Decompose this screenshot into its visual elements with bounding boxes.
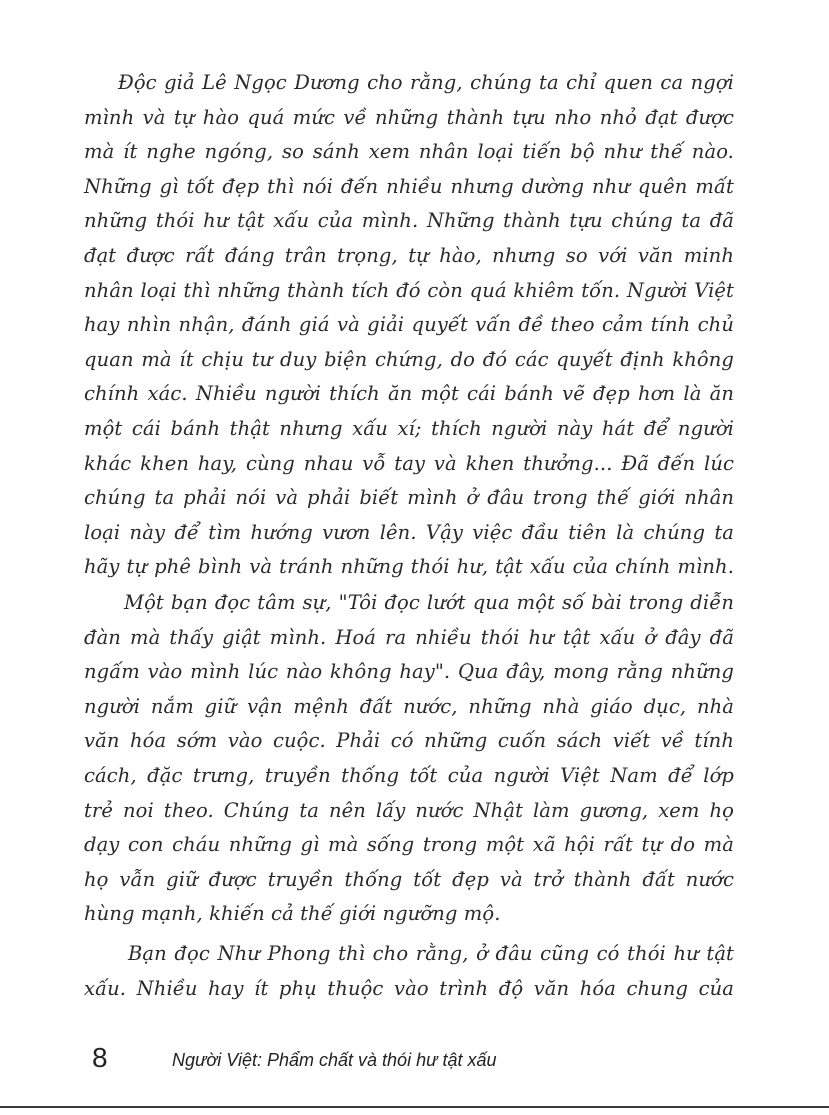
text-line: đạt được rất đáng trân trọng, tự hào, nhưng so với văn minh: [84, 243, 734, 267]
text-line: người nắm giữ vận mệnh đất nước, những nhà giáo dục, nhà: [84, 694, 734, 718]
text-line: trẻ noi theo. Chúng ta nên lấy nước Nhật làm gương, xem họ: [84, 798, 734, 822]
text-line: xấu. Nhiều hay ít phụ thuộc vào trình độ văn hóa chung của: [84, 976, 734, 1000]
text-line: Một bạn đọc tâm sự, "Tôi đọc lướt qua một số bài trong diễn: [124, 591, 734, 614]
text-line: quan mà ít chịu tư duy biện chứng, do đó các quyết định không: [84, 347, 734, 371]
text-line: cách, đặc trưng, truyền thống tốt của người Việt Nam để lớp: [84, 763, 734, 787]
text-line: một cái bánh thật nhưng xấu xí; thích người này hát để người: [84, 416, 734, 440]
bottom-rule: [0, 1106, 829, 1108]
text-line: văn hóa sớm vào cuộc. Phải có những cuốn sách viết về tính: [84, 729, 734, 753]
running-title: Người Việt: Phẩm chất và thói hư tật xấu: [172, 1050, 497, 1070]
text-line: hùng mạnh, khiến cả thế giới ngưỡng mộ.: [84, 902, 501, 926]
paragraph-3: [84, 937, 734, 1006]
text-line: hay nhìn nhận, đánh giá và giải quyết vấn đề theo cảm tính chủ: [84, 313, 734, 337]
text-line: mình và tự hào quá mức về những thành tựu nho nhỏ đạt được: [84, 105, 734, 129]
text-line: họ vẫn giữ được truyền thống tốt đẹp và trở thành đất nước: [84, 867, 734, 891]
page-number: 8: [92, 1042, 108, 1073]
text-line: loại này để tìm hướng vươn lên. Vậy việc đầu tiên là chúng ta: [84, 520, 734, 544]
text-line: những thói hư tật xấu của mình. Những thành tựu chúng ta đã: [84, 209, 734, 233]
text-line: dạy con cháu những gì mà sống trong một xã hội rất tự do mà: [84, 833, 734, 857]
text-line: Bạn đọc Như Phong thì cho rằng, ở đâu cũng có thói hư tật: [128, 942, 734, 965]
text-line: ngấm vào mình lúc nào không hay". Qua đây, mong rằng những: [84, 660, 734, 684]
text-line: đàn mà thấy giật mình. Hoá ra nhiều thói hư tật xấu ở đây đã: [84, 625, 734, 649]
text-line: hãy tự phê bình và tránh những thói hư, tật xấu của chính mình.: [84, 555, 734, 579]
text-line: Những gì tốt đẹp thì nói đến nhiều nhưng dường như quên mất: [84, 174, 734, 198]
text-line: nhân loại thì những thành tích đó còn quá khiêm tốn. Người Việt: [84, 278, 734, 302]
paragraph-1: [84, 66, 734, 585]
text-line: chính xác. Nhiều người thích ăn một cái bánh vẽ đẹp hơn là ăn: [84, 382, 734, 406]
text-line: mà ít nghe ngóng, so sánh xem nhân loại tiến bộ như thế nào.: [84, 140, 734, 164]
text-line: khác khen hay, cùng nhau vỗ tay và khen thưởng... Đã đến lúc: [84, 451, 734, 475]
text-line: chúng ta phải nói và phải biết mình ở đâu trong thế giới nhân: [84, 486, 734, 510]
text-line: Độc giả Lê Ngọc Dương cho rằng, chúng ta chỉ quen ca ngợi: [118, 71, 734, 94]
paragraph-2: [84, 586, 734, 932]
